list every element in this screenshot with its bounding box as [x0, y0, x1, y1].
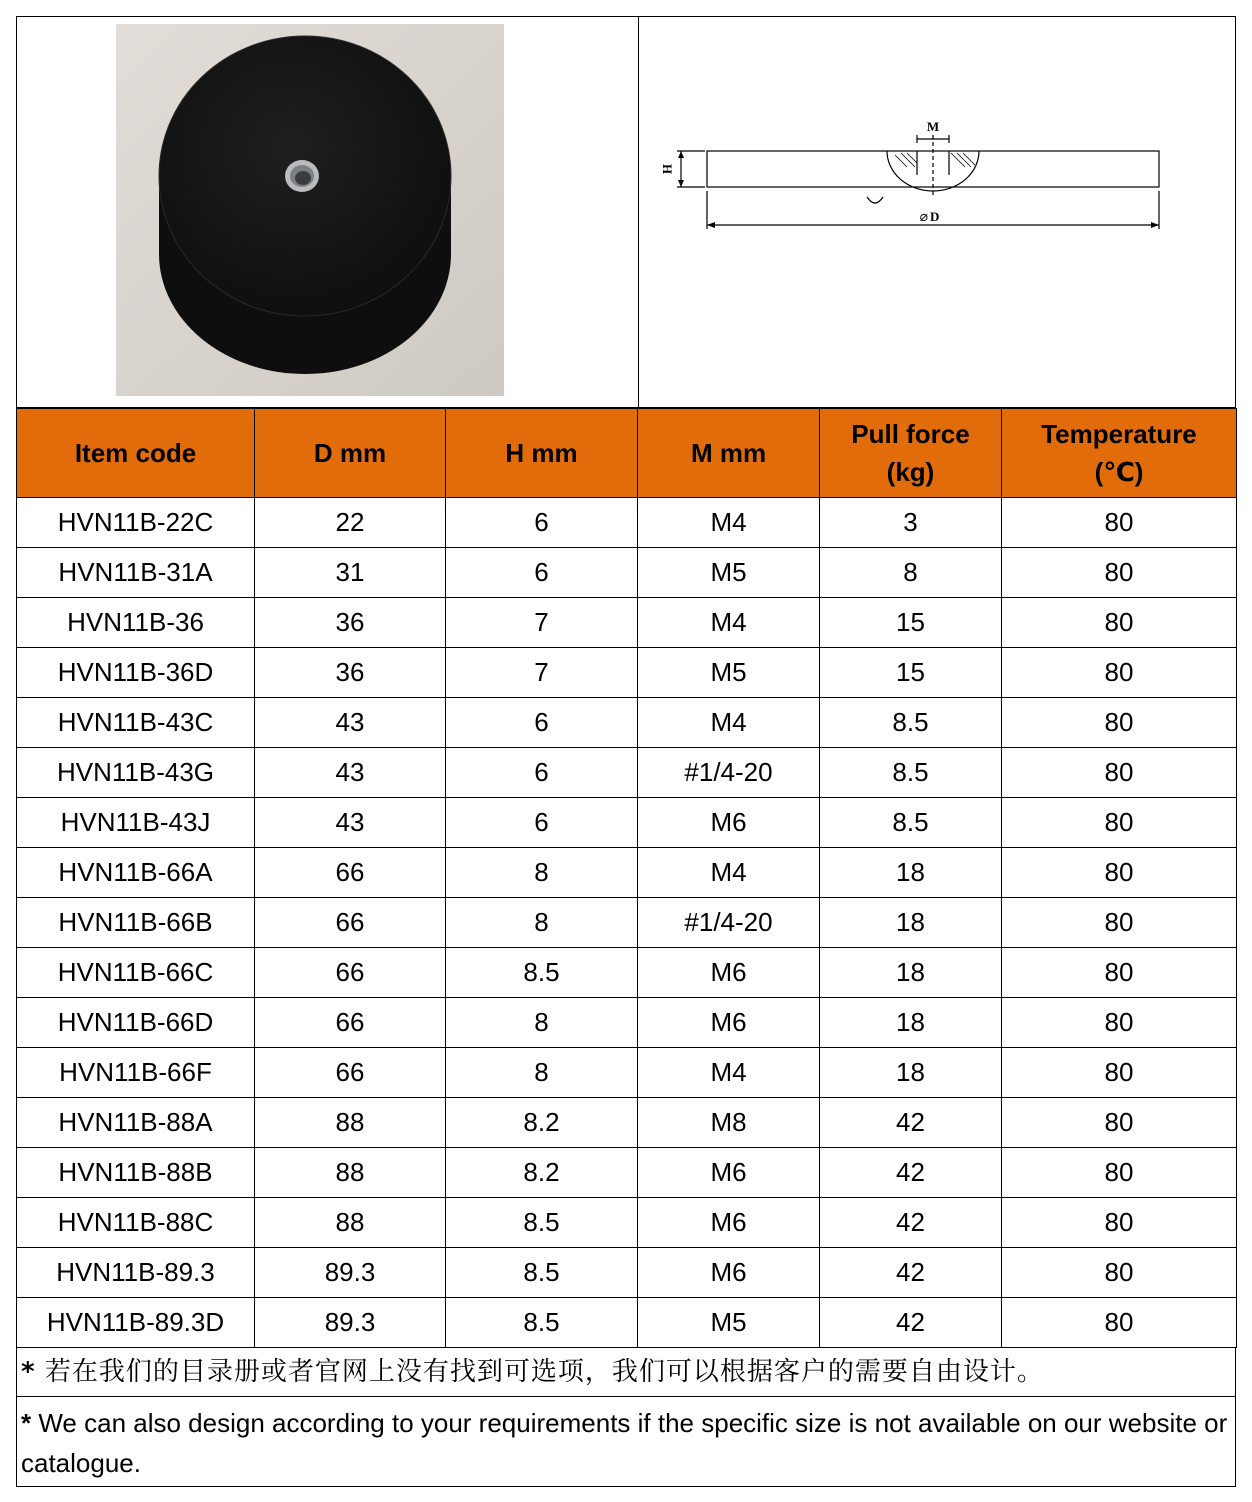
column-header-label: M mm [690, 438, 767, 468]
table-row [17, 898, 1237, 948]
column-header [1002, 409, 1237, 498]
table-cell: 43 [255, 798, 446, 848]
table-cell: 15 [820, 648, 1002, 698]
table-cell: M6 [638, 1248, 820, 1298]
table-cell: 8.5 [820, 698, 1002, 748]
table-header-row [17, 409, 1237, 498]
table-row [17, 998, 1237, 1048]
table-cell: HVN11B-89.3D [17, 1298, 255, 1348]
table-cell: 8.5 [820, 748, 1002, 798]
column-header [820, 409, 1002, 498]
table-cell: 8 [820, 548, 1002, 598]
h-label: H [660, 163, 675, 175]
table-cell: 80 [1002, 548, 1237, 598]
technical-drawing-cell [639, 17, 1235, 407]
table-cell: 6 [446, 498, 638, 548]
table-row [17, 698, 1237, 748]
table-row [17, 1298, 1237, 1348]
column-header-label: Pull force [851, 419, 970, 449]
table-cell: HVN11B-89.3 [17, 1248, 255, 1298]
table-row [17, 848, 1237, 898]
table-row [17, 748, 1237, 798]
table-cell: 43 [255, 698, 446, 748]
table-cell: 88 [255, 1148, 446, 1198]
table-cell: HVN11B-36 [17, 598, 255, 648]
table-cell: 8 [446, 898, 638, 948]
table-cell: 18 [820, 948, 1002, 998]
table-cell: 8.5 [820, 798, 1002, 848]
table-cell: M6 [638, 948, 820, 998]
table-cell: 80 [1002, 948, 1237, 998]
table-row [17, 498, 1237, 548]
table-row [17, 1148, 1237, 1198]
table-cell: 42 [820, 1298, 1002, 1348]
table-cell: HVN11B-88C [17, 1198, 255, 1248]
table-cell: 8 [446, 848, 638, 898]
column-header-label: H mm [505, 438, 578, 468]
table-cell: 7 [446, 648, 638, 698]
table-row [17, 1098, 1237, 1148]
table-cell: 22 [255, 498, 446, 548]
column-header-unit: (kg) [886, 457, 935, 487]
table-cell: 80 [1002, 1298, 1237, 1348]
table-cell: 80 [1002, 798, 1237, 848]
table-cell: HVN11B-43C [17, 698, 255, 748]
table-cell: M6 [638, 1198, 820, 1248]
table-cell: 8.5 [446, 1298, 638, 1348]
table-cell: 8.2 [446, 1148, 638, 1198]
d-label: D [930, 209, 940, 224]
table-cell: 66 [255, 848, 446, 898]
m-label: M [926, 119, 940, 134]
table-cell: M5 [638, 648, 820, 698]
note-chinese-text: 若在我们的目录册或者官网上没有找到可选项，我们可以根据客户的需要自由设计。 [44, 1357, 1044, 1387]
table-cell: 36 [255, 648, 446, 698]
table-cell: 80 [1002, 998, 1237, 1048]
table-row [17, 1048, 1237, 1098]
table-cell: HVN11B-22C [17, 498, 255, 548]
column-header-label: Temperature [1041, 419, 1197, 449]
table-cell: 42 [820, 1198, 1002, 1248]
table-cell: M4 [638, 848, 820, 898]
table-cell: 8.5 [446, 1248, 638, 1298]
table-cell: M4 [638, 698, 820, 748]
table-cell: 80 [1002, 498, 1237, 548]
table-cell: 80 [1002, 648, 1237, 698]
table-cell: 89.3 [255, 1248, 446, 1298]
table-cell: M6 [638, 798, 820, 848]
product-images-row [16, 16, 1236, 408]
table-cell: 8 [446, 1048, 638, 1098]
table-cell: 80 [1002, 848, 1237, 898]
product-sheet [16, 16, 1236, 1487]
table-cell: #1/4-20 [638, 748, 820, 798]
table-cell: 42 [820, 1098, 1002, 1148]
column-header [17, 409, 255, 498]
table-cell: HVN11B-66B [17, 898, 255, 948]
table-cell: M5 [638, 548, 820, 598]
column-header [638, 409, 820, 498]
table-cell: 66 [255, 898, 446, 948]
table-cell: 18 [820, 1048, 1002, 1098]
table-cell: 15 [820, 598, 1002, 648]
table-cell: 80 [1002, 1048, 1237, 1098]
table-cell: 7 [446, 598, 638, 648]
table-body [17, 498, 1237, 1348]
table-cell: 31 [255, 548, 446, 598]
table-cell: 18 [820, 998, 1002, 1048]
table-cell: HVN11B-36D [17, 648, 255, 698]
column-header [255, 409, 446, 498]
table-cell: 89.3 [255, 1298, 446, 1348]
table-cell: 6 [446, 698, 638, 748]
table-cell: M4 [638, 598, 820, 648]
table-cell: 6 [446, 748, 638, 798]
table-cell: 80 [1002, 1148, 1237, 1198]
table-row [17, 648, 1237, 698]
table-cell: HVN11B-66F [17, 1048, 255, 1098]
column-header-label: D mm [313, 438, 387, 468]
table-cell: 88 [255, 1098, 446, 1148]
table-cell: 18 [820, 848, 1002, 898]
rubber-magnet-photo [116, 24, 504, 396]
table-row [17, 1248, 1237, 1298]
table-cell: 43 [255, 748, 446, 798]
table-cell: HVN11B-43J [17, 798, 255, 848]
table-cell: 8.5 [446, 1198, 638, 1248]
note-star: * [21, 1408, 32, 1438]
table-cell: HVN11B-88A [17, 1098, 255, 1148]
table-cell: 66 [255, 948, 446, 998]
note-chinese [16, 1348, 1236, 1397]
table-cell: 8 [446, 998, 638, 1048]
table-cell: 80 [1002, 1248, 1237, 1298]
table-cell: 36 [255, 598, 446, 648]
table-cell: M4 [638, 498, 820, 548]
table-row [17, 598, 1237, 648]
table-row [17, 948, 1237, 998]
table-row [17, 548, 1237, 598]
table-cell: HVN11B-43G [17, 748, 255, 798]
table-cell: M6 [638, 1148, 820, 1198]
table-cell: M8 [638, 1098, 820, 1148]
table-cell: HVN11B-66A [17, 848, 255, 898]
product-photo-cell [17, 17, 639, 407]
table-cell: 6 [446, 798, 638, 848]
table-cell: 6 [446, 548, 638, 598]
spec-table [16, 408, 1237, 1348]
table-cell: M6 [638, 998, 820, 1048]
table-cell: 80 [1002, 698, 1237, 748]
table-row [17, 1198, 1237, 1248]
table-cell: 80 [1002, 1098, 1237, 1148]
table-cell: M5 [638, 1298, 820, 1348]
table-cell: #1/4-20 [638, 898, 820, 948]
table-cell: 80 [1002, 1198, 1237, 1248]
note-english [16, 1397, 1236, 1487]
table-cell: 80 [1002, 598, 1237, 648]
table-cell: 18 [820, 898, 1002, 948]
table-cell: 3 [820, 498, 1002, 548]
column-header-label: Item code [74, 438, 197, 468]
column-header-unit: (℃) [1094, 457, 1144, 487]
table-cell: HVN11B-31A [17, 548, 255, 598]
table-cell: 80 [1002, 748, 1237, 798]
table-cell: HVN11B-66D [17, 998, 255, 1048]
table-cell: 66 [255, 998, 446, 1048]
table-cell: 80 [1002, 898, 1237, 948]
column-header [446, 409, 638, 498]
note-english-text: We can also design according to your requirements if the specific size is not available on our website or catalogue. [21, 1408, 1228, 1478]
table-row [17, 798, 1237, 848]
table-cell: 8.2 [446, 1098, 638, 1148]
table-cell: 66 [255, 1048, 446, 1098]
table-cell: 42 [820, 1148, 1002, 1198]
note-star: * [21, 1357, 36, 1387]
table-cell: HVN11B-88B [17, 1148, 255, 1198]
diameter-symbol: ⌀ [919, 209, 928, 225]
table-cell: HVN11B-66C [17, 948, 255, 998]
table-cell: 8.5 [446, 948, 638, 998]
technical-drawing [645, 117, 1205, 257]
table-cell: 42 [820, 1248, 1002, 1298]
table-cell: M4 [638, 1048, 820, 1098]
table-cell: 88 [255, 1198, 446, 1248]
